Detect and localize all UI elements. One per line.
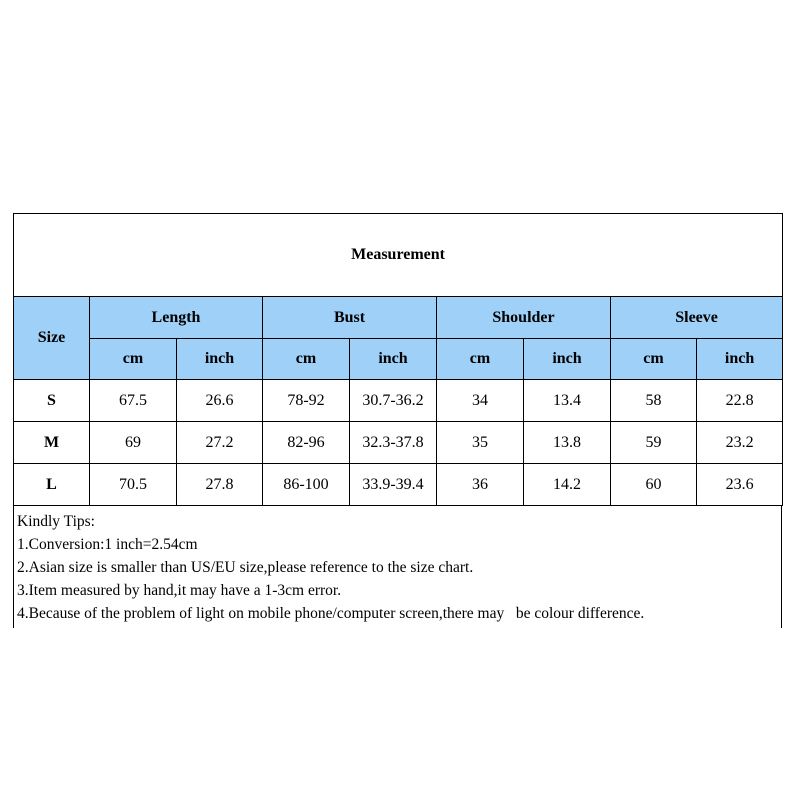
size-header: Size	[14, 297, 90, 380]
table-row	[14, 422, 783, 464]
measurement-table	[13, 213, 783, 506]
tip-line: 4.Because of the problem of light on mobile phone/computer screen,there may be colour difference.	[17, 605, 645, 622]
table-cell: 86-100	[263, 464, 350, 506]
shoulder-header: Shoulder	[437, 297, 611, 339]
table-cell: 34	[437, 380, 524, 422]
table-row	[14, 464, 783, 506]
table-cell: 67.5	[90, 380, 177, 422]
table-cell: 27.2	[177, 422, 263, 464]
tip-line: 1.Conversion:1 inch=2.54cm	[17, 536, 198, 553]
sleeve-header: Sleeve	[611, 297, 783, 339]
table-cell: 59	[611, 422, 697, 464]
length-header: Length	[90, 297, 263, 339]
unit-header: cm	[90, 339, 177, 380]
table-cell: 14.2	[524, 464, 611, 506]
table-cell: 78-92	[263, 380, 350, 422]
table-cell: 33.9-39.4	[350, 464, 437, 506]
table-cell: 30.7-36.2	[350, 380, 437, 422]
table-cell: 69	[90, 422, 177, 464]
tips-heading: Kindly Tips:	[17, 513, 95, 530]
tip-line: 2.Asian size is smaller than US/EU size,please reference to the size chart.	[17, 559, 474, 576]
unit-header: cm	[263, 339, 350, 380]
table-cell: 60	[611, 464, 697, 506]
table-cell: 23.6	[697, 464, 783, 506]
tip-line: 3.Item measured by hand,it may have a 1-3cm error.	[17, 582, 342, 599]
table-cell: 13.4	[524, 380, 611, 422]
unit-header: cm	[611, 339, 697, 380]
unit-header: inch	[697, 339, 783, 380]
table-cell: 35	[437, 422, 524, 464]
table-cell: 26.6	[177, 380, 263, 422]
table-cell: 58	[611, 380, 697, 422]
table-cell: 82-96	[263, 422, 350, 464]
unit-header: inch	[350, 339, 437, 380]
table-row	[14, 380, 783, 422]
table-cell: 22.8	[697, 380, 783, 422]
size-cell: S	[14, 380, 90, 422]
unit-header: cm	[437, 339, 524, 380]
table-cell: 70.5	[90, 464, 177, 506]
kindly-tips	[13, 506, 782, 628]
table-cell: 36	[437, 464, 524, 506]
size-chart	[13, 213, 782, 628]
bust-header: Bust	[263, 297, 437, 339]
size-cell: L	[14, 464, 90, 506]
table-cell: 13.8	[524, 422, 611, 464]
unit-header: inch	[177, 339, 263, 380]
table-cell: 27.8	[177, 464, 263, 506]
table-cell: 32.3-37.8	[350, 422, 437, 464]
table-title: Measurement	[14, 214, 783, 297]
table-cell: 23.2	[697, 422, 783, 464]
size-cell: M	[14, 422, 90, 464]
unit-header: inch	[524, 339, 611, 380]
